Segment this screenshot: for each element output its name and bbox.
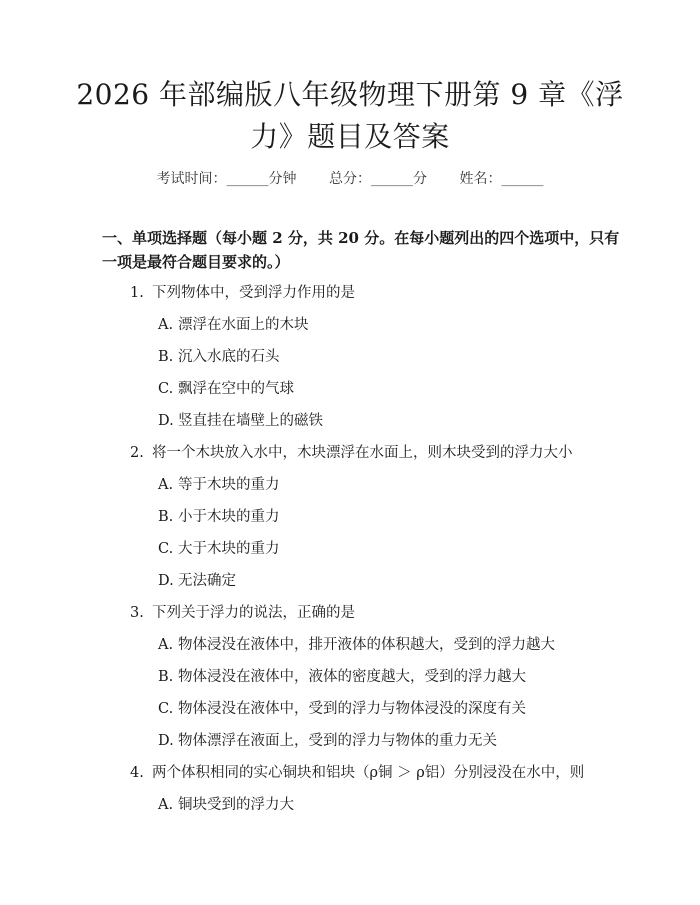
option-text: 竖直挂在墙壁上的磁铁 [178,413,323,429]
question-1 [130,281,355,302]
option-1d [158,409,323,430]
option-2b [158,505,280,526]
option-letter: B. [158,349,174,365]
option-letter: D. [158,573,174,589]
option-text: 飘浮在空中的气球 [178,381,294,397]
option-letter: B. [158,669,174,685]
option-3d [158,729,497,750]
title-line-1: 2026 年部编版八年级物理下册第 9 章《浮 [76,78,624,111]
option-1c [158,377,294,398]
option-text: 小于木块的重力 [178,509,280,525]
exam-name: 姓名：______ [459,171,544,187]
option-1b [158,345,280,366]
question-text: 下列关于浮力的说法，正确的是 [152,605,355,621]
question-3 [130,601,355,622]
page-title [60,74,640,158]
option-3a [158,633,555,654]
question-number: 4. [130,765,144,781]
option-3c [158,697,526,718]
option-text: 漂浮在水面上的木块 [178,317,309,333]
option-2d [158,569,236,590]
option-letter: D. [158,413,174,429]
option-4a [158,793,294,814]
option-letter: A. [158,637,174,653]
question-number: 1. [130,285,144,301]
exam-score: 总分：______分 [329,171,427,187]
option-letter: A. [158,477,174,493]
question-4 [130,761,584,782]
option-letter: A. [158,797,174,813]
exam-time: 考试时间：______分钟 [156,171,297,187]
option-text: 等于木块的重力 [178,477,280,493]
question-number: 2. [130,445,144,461]
question-text: 下列物体中，受到浮力作用的是 [152,285,355,301]
question-text: 将一个木块放入水中，木块漂浮在水面上，则木块受到的浮力大小 [152,445,573,461]
option-2c [158,537,280,558]
exam-meta [0,168,700,188]
option-1a [158,313,309,334]
option-text: 物体浸没在液体中，受到的浮力与物体浸没的深度有关 [178,701,526,717]
option-letter: D. [158,733,174,749]
option-text: 物体漂浮在液面上，受到的浮力与物体的重力无关 [178,733,497,749]
option-letter: C. [158,541,174,557]
option-letter: C. [158,701,174,717]
option-text: 大于木块的重力 [178,541,280,557]
question-number: 3. [130,605,144,621]
question-text: 两个体积相同的实心铜块和铝块（ρ铜 ＞ ρ铝）分别浸没在水中，则 [152,765,585,781]
option-text: 沉入水底的石头 [178,349,280,365]
option-2a [158,473,280,494]
option-text: 物体浸没在液体中，排开液体的体积越大，受到的浮力越大 [178,637,555,653]
question-2 [130,441,573,462]
option-letter: A. [158,317,174,333]
section-heading: 一、单项选择题（每小题 2 分，共 20 分。在每小题列出的四个选项中，只有一项是最符合题目要求的。） [102,229,620,271]
option-3b [158,665,526,686]
option-letter: C. [158,381,174,397]
title-line-2: 力》题目及答案 [250,120,450,153]
option-text: 物体浸没在液体中，液体的密度越大，受到的浮力越大 [178,669,526,685]
option-text: 铜块受到的浮力大 [178,797,294,813]
option-letter: B. [158,509,174,525]
option-text: 无法确定 [178,573,236,589]
